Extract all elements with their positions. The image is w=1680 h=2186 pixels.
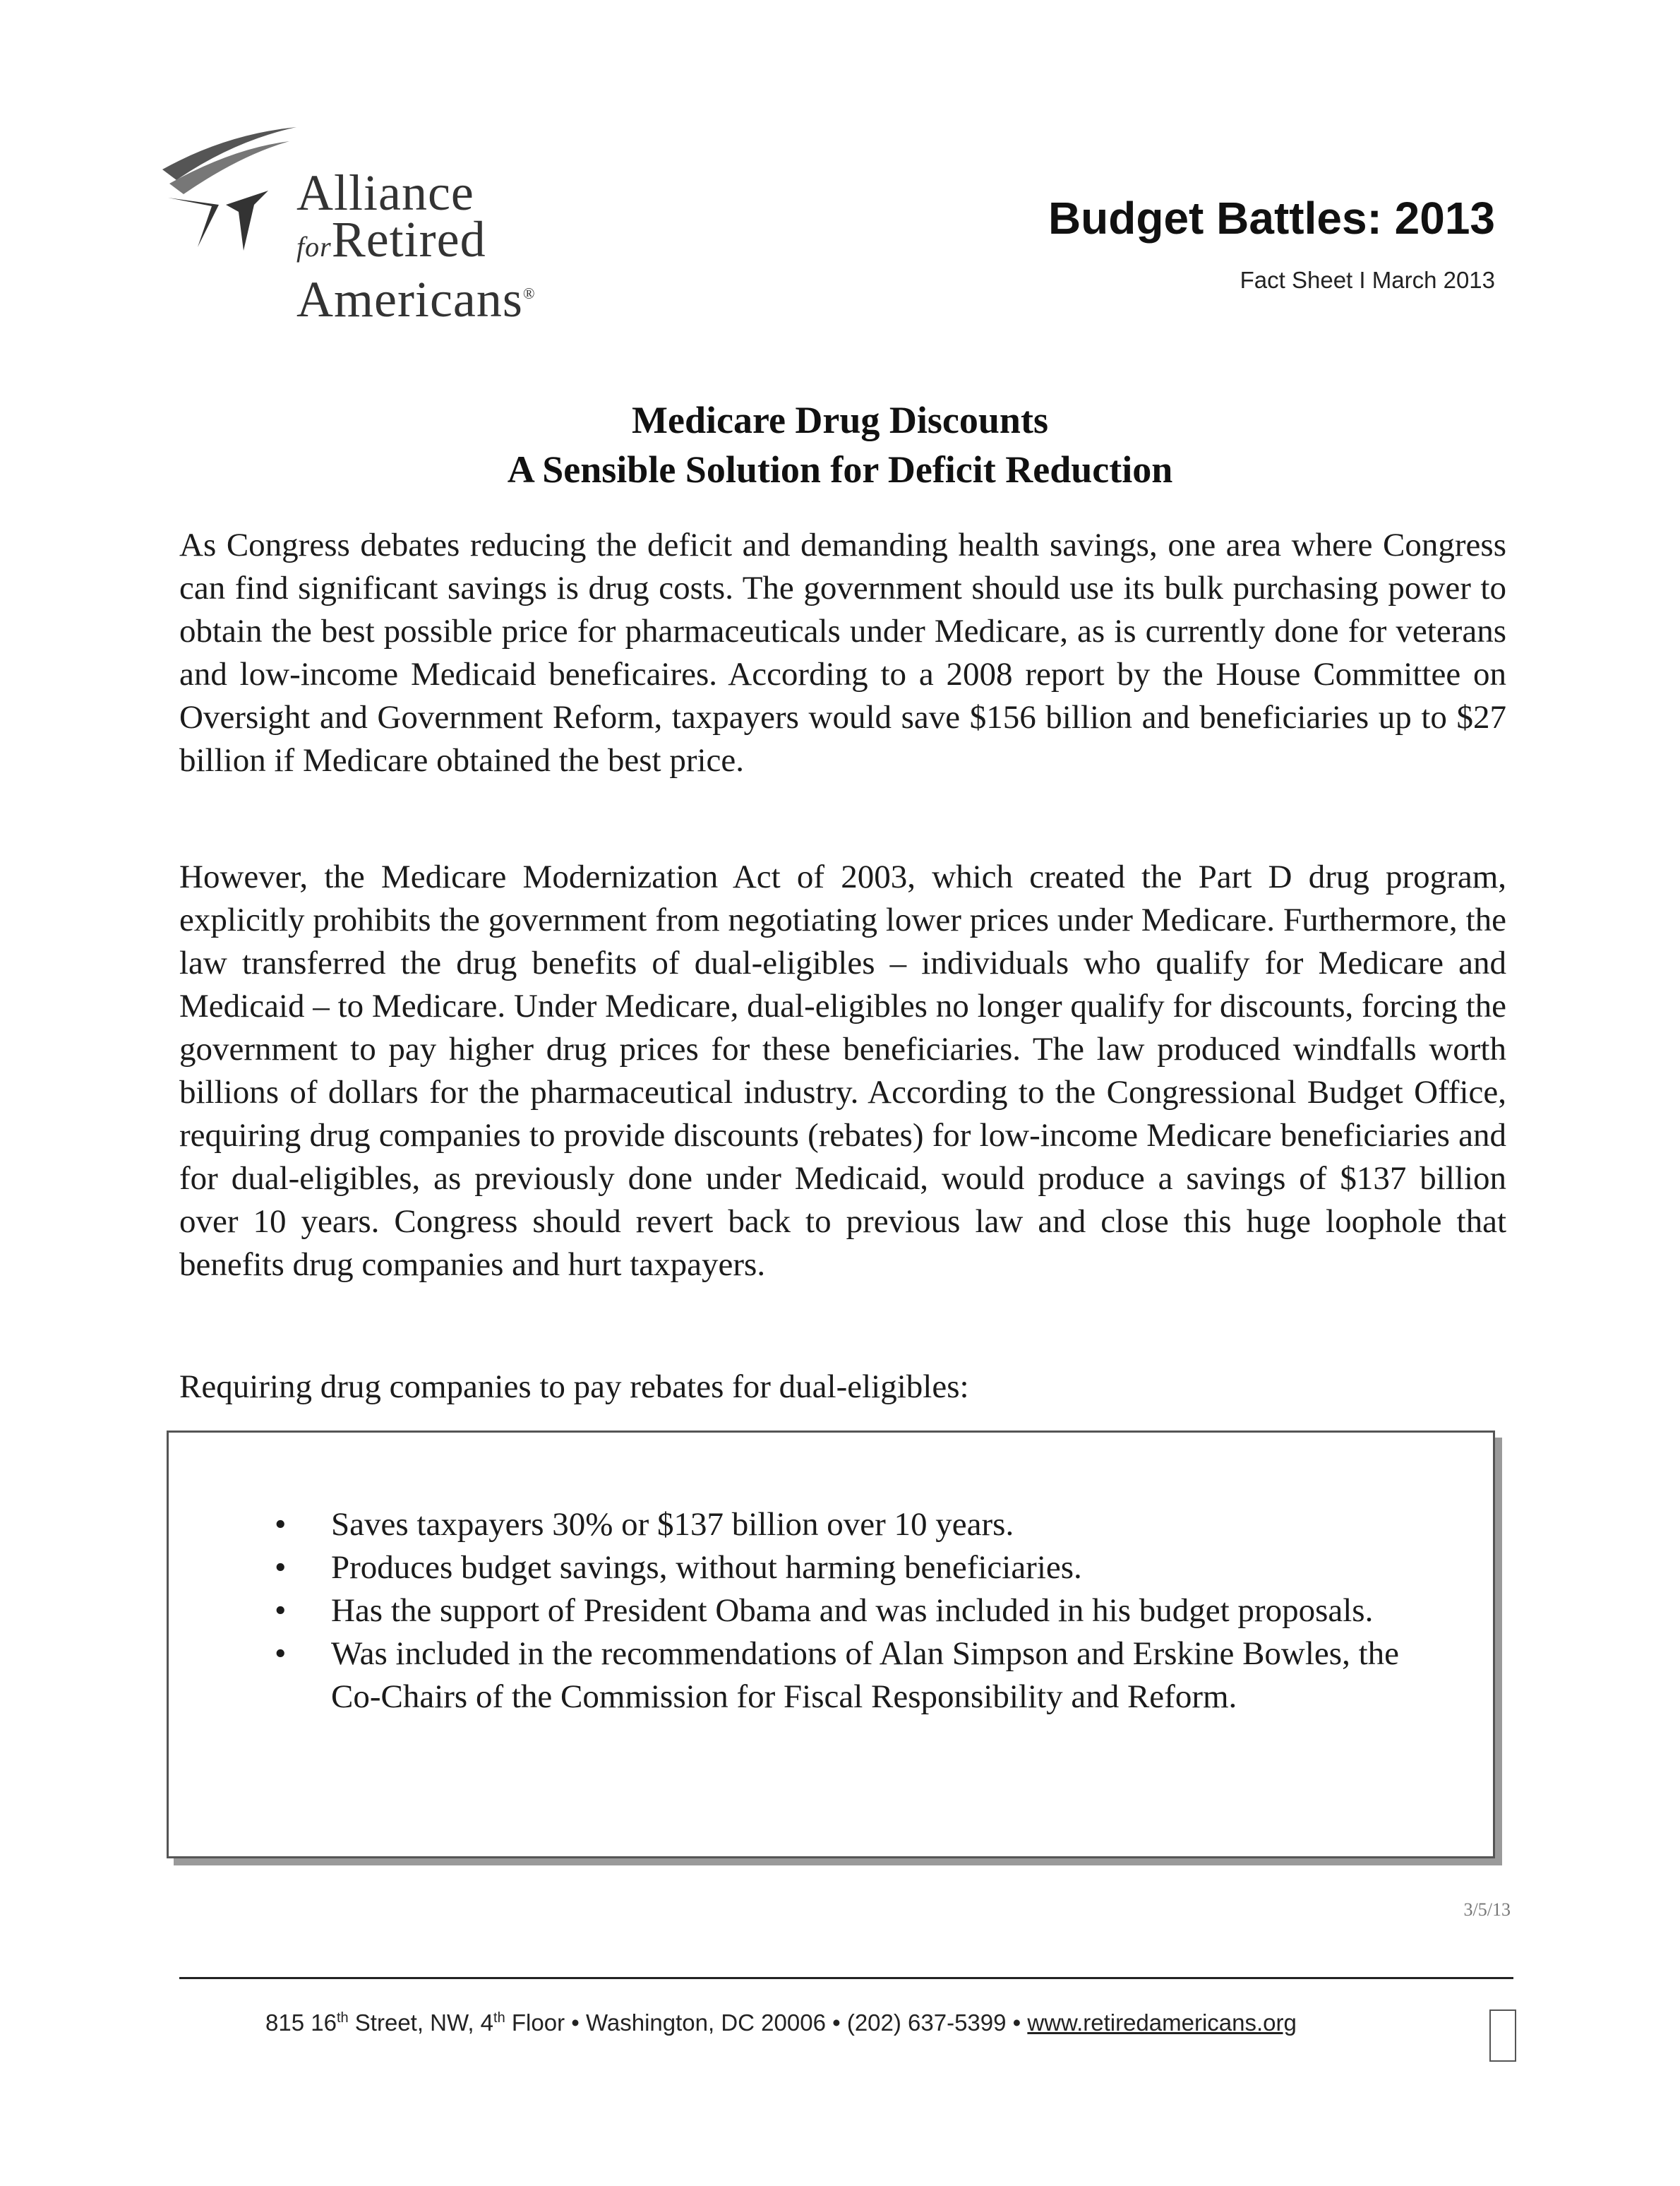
footer-address: 815 16th Street, NW, 4th Floor • Washington, DC 20006 • (202) 637-5399 • www.retiredamericans.org [265,2009,1297,2036]
benefits-list [275,1503,1432,1719]
organization-logo [148,127,600,328]
date-stamp: 3/5/13 [1463,1899,1511,1920]
headline-line-1: Medicare Drug Discounts [632,399,1048,441]
bullet: • [275,1506,287,1543]
logo-line-retired: Retired [331,211,486,268]
paragraph-intro: As Congress debates reducing the deficit and demanding health savings, one area where Congress can find significant savings is drug costs. The government should use its bulk purchasing power to obtain the best possible price for pharmaceuticals under Medicare, as is currently done for veterans and low-income Medicaid beneficaires. According to a 2008 report by the House Committee on Oversight and Government Reform, taxpayers would save $156 billion and beneficiaries up to $27 billion if Medicare obtained the best price. [179,527,1506,779]
list-item: • Produces budget savings, without harming beneficiaries. [275,1546,1432,1589]
list-item: • Saves taxpayers 30% or $137 billion over 10 years. [275,1503,1432,1546]
union-label-icon [1489,2009,1516,2062]
swoosh-star-icon [148,127,304,268]
bullet: • [275,1592,287,1629]
list-item: • Has the support of President Obama and was included in his budget proposals. [275,1589,1432,1632]
bullet: • [275,1549,287,1586]
logo-line-alliance: Alliance [296,165,474,221]
headline [381,395,1299,494]
bullet: • [275,1635,287,1672]
footer-divider [179,1977,1513,1979]
headline-line-2: A Sensible Solution for Deficit Reduction [507,448,1173,491]
document-title: Budget Battles: 2013 [1048,193,1495,244]
benefits-box [167,1431,1495,1858]
logo-for: for [296,231,332,263]
document-subtitle: Fact Sheet I March 2013 [1240,267,1495,293]
paragraph-background: However, the Medicare Modernization Act of 2003, which created the Part D drug program, explicitly prohibits the government from negotiating lower prices under Medicare. Furthermore, the law transferred the drug benefits of dual-eligibles – individuals who qualify for Medicare and Medicaid – to Medicare. Under Medicare, dual-eligibles no longer qualify for discounts, forcing the government to pay higher drug prices for these beneficiaries. The law produced windfalls worth billions of dollars for the pharmaceutical industry. According to the Congressional Budget Office, requiring drug companies to provide discounts (rebates) for low-income Medicare beneficiaries and for dual-eligibles, as previously done under Medicaid, would produce a savings of $137 billion over 10 years. Congress should revert back to previous law and close this huge loophole that benefits drug companies and hurt taxpayers. [179,859,1506,1283]
registered-mark: ® [522,285,536,302]
logo-line-americans: Americans [296,271,523,328]
paragraph-lead-in: Requiring drug companies to pay rebates for dual-eligibles: [179,1368,969,1405]
website-link[interactable]: www.retiredamericans.org [1027,2009,1297,2036]
list-item: • Was included in the recommendations of Alan Simpson and Erskine Bowles, the Co-Chairs of the Commission for Fiscal Responsibility and Reform. [275,1632,1432,1719]
logo-wordmark [296,165,536,328]
